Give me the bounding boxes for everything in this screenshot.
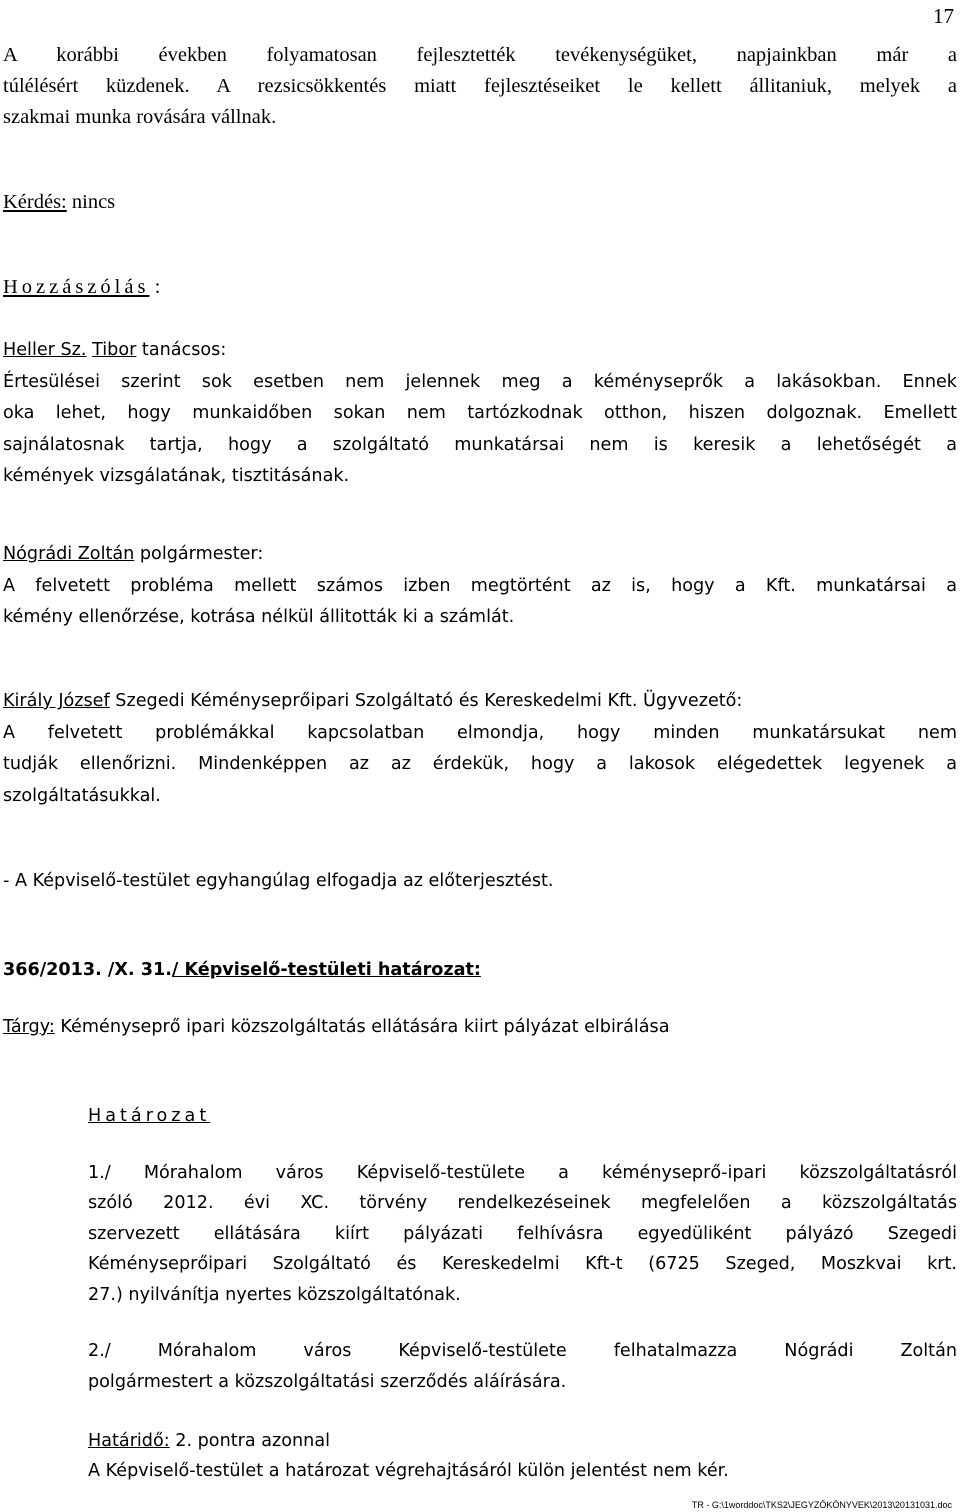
- item-1: [88, 1158, 957, 1310]
- heller-name-1: Heller Sz.: [3, 340, 87, 360]
- kiraly-speaker: [3, 686, 957, 718]
- contribution-suffix: :: [149, 276, 161, 298]
- item-2: [88, 1336, 957, 1398]
- nogradi-speech: [3, 539, 957, 634]
- heller-line-3: sajnálatosnak tartja, hogy a szolgáltató munkatársai nem is keresik a lehetőségét a: [3, 434, 957, 455]
- hatarozat-label: Határozat: [88, 1106, 211, 1126]
- nogradi-line-1: A felvetett probléma mellett számos izben megtörtént az is, hogy a Kft. munkatársai a: [3, 575, 957, 596]
- item-2-line-1: 2./ Mórahalom város Képviselő-testülete felhatalmazza Nógrádi Zoltán: [88, 1341, 957, 1361]
- resolution-heading: [3, 955, 957, 986]
- question-label: Kérdés:: [3, 191, 67, 213]
- item-1-line-1: 1./ Mórahalom város Képviselő-testülete a kéményseprő-ipari közszolgáltatásról: [88, 1163, 957, 1183]
- kiraly-name: Király József: [3, 691, 110, 711]
- hatarozat-heading: [88, 1101, 957, 1132]
- kiraly-role: Szegedi Kéményseprőipari Szolgáltató és Kereskedelmi Kft. Ügyvezető:: [109, 691, 743, 711]
- heller-line-4: kémények vizsgálatának, tisztitásának.: [3, 466, 350, 486]
- deadline-block: [88, 1426, 957, 1486]
- item-1-line-4: Kéményseprőipari Szolgáltató és Kereskedelmi Kft-t (6725 Szeged, Moszkvai krt.: [88, 1254, 957, 1275]
- item-1-line-2: szóló 2012. évi XC. törvény rendelkezéseinek megfelelően a közszolgáltatás: [88, 1193, 957, 1214]
- item-1-line-5: 27.) nyilvánítja nyertes közszolgáltatónak.: [88, 1284, 461, 1305]
- item-1-line-3: szervezett ellátására kiírt pályázati felhívásra egyedüliként pályázó Szegedi: [88, 1223, 957, 1244]
- heller-line-1: Értesülései szerint sok esetben nem jelennek meg a kéményseprők a lakásokban. Ennek: [3, 371, 957, 392]
- deadline-line: [88, 1426, 957, 1456]
- contribution-label: Hozzászólás: [3, 276, 150, 298]
- nogradi-speaker: [3, 539, 957, 571]
- deadline-text: 2. pontra azonnal: [169, 1431, 330, 1451]
- nogradi-line-2: kémény ellenőrzése, kotrása nélkül állitották ki a számlát.: [3, 607, 515, 627]
- intro-line-2: túlélésért küzdenek. A rezsicsökkentés miatt fejlesztéseiket le kellett állitaniuk, melyek a: [3, 75, 957, 97]
- resolution-title: / Képviselő-testületi határozat:: [171, 960, 481, 980]
- vote-line: - A Képviselő-testület egyhangúlag elfogadja az előterjesztést.: [3, 871, 554, 891]
- deadline-label: Határidő:: [88, 1431, 170, 1451]
- page-number: 17: [933, 4, 954, 28]
- subject-label: Tárgy:: [3, 1017, 55, 1037]
- contribution-heading: [3, 272, 957, 303]
- heller-role: tanácsos:: [136, 340, 227, 360]
- kiraly-line-1: A felvetett problémákkal kapcsolatban elmondja, hogy minden munkatársukat nem: [3, 722, 957, 743]
- question-line: [3, 187, 957, 218]
- item-2-line-2: polgármestert a közszolgáltatási szerződés aláírására.: [88, 1372, 567, 1392]
- heller-speaker: [3, 335, 957, 367]
- kiraly-speech: [3, 686, 957, 812]
- intro-line-1: A korábbi években folyamatosan fejlesztették tevékenységüket, napjainkban már a: [3, 44, 957, 66]
- intro-paragraph: [3, 40, 957, 133]
- report-line: A Képviselő-testület a határozat végrehajtásáról külön jelentést nem kér.: [88, 1461, 729, 1481]
- heller-line-2: oka lehet, hogy munkaidőben sokan nem tartózkodnak otthon, hiszen dolgoznak. Emellett: [3, 403, 957, 423]
- nogradi-name: Nógrádi Zoltán: [3, 544, 135, 564]
- resolution-number: 366/2013. /X. 31.: [3, 960, 172, 980]
- kiraly-line-2: tudják ellenőrizni. Mindenképpen az az érdekük, hogy a lakosok elégedettek legyenek a: [3, 754, 957, 774]
- subject-text: Kéményseprő ipari közszolgáltatás ellátására kiirt pályázat elbirálása: [54, 1017, 670, 1037]
- file-path-footer: TR - G:\1worddoc\TKS2\JEGYZŐKÖNYVEK\2013\20131031.doc: [691, 1500, 952, 1510]
- heller-speech: [3, 335, 957, 493]
- heller-name-2: Tibor: [92, 340, 137, 360]
- nogradi-role: polgármester:: [134, 544, 264, 564]
- intro-line-3: szakmai munka rovására vállnak.: [3, 106, 277, 128]
- subject-line: [3, 1012, 957, 1043]
- question-text: nincs: [66, 191, 116, 213]
- kiraly-line-3: szolgáltatásukkal.: [3, 785, 161, 806]
